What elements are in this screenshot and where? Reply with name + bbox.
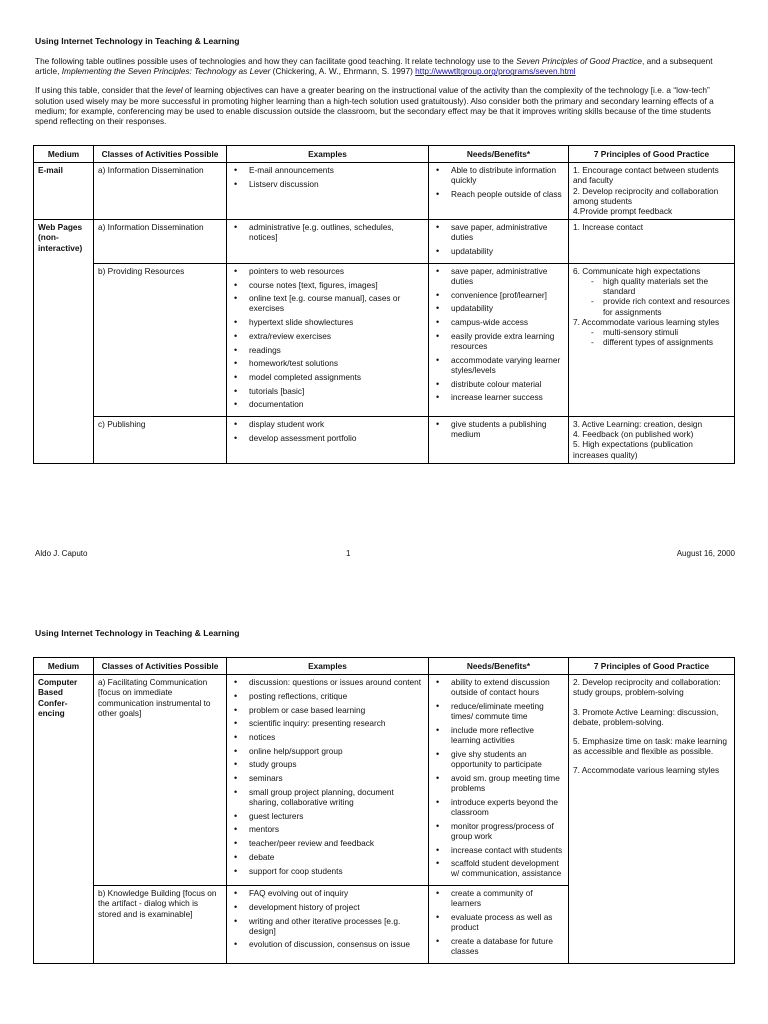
list-item: • mentors (249, 824, 424, 834)
list-item: • documentation (249, 399, 424, 409)
list-item: • problem or case based learning (249, 705, 424, 715)
document-title: Using Internet Technology in Teaching & Learning (35, 36, 240, 46)
page-footer (35, 549, 735, 560)
list-item: - high quality materials set the standard (603, 276, 730, 296)
principle-sublist (573, 327, 730, 347)
list-item: • easily provide extra learning resources (451, 331, 564, 351)
technology-table-page-1 (33, 145, 735, 464)
list-item: • study groups (249, 759, 424, 769)
list-item: • monitor progress/process of group work (451, 821, 564, 841)
principle-item: 7. Accommodate various learning styles (573, 316, 720, 327)
footer-date: August 16, 2000 (676, 549, 735, 558)
list-item: • guest lecturers (249, 811, 424, 821)
intro-italic-level: level (165, 85, 183, 96)
list-item: • develop assessment portfolio (249, 433, 424, 443)
intro-paragraph-2 (35, 85, 720, 126)
principle-item: 7. Accommodate various learning styles (573, 765, 720, 776)
principle-item: 1. Increase contact (573, 222, 644, 233)
list-item: • give students a publishing medium (451, 419, 564, 439)
list-item: • extra/review exercises (249, 331, 424, 341)
class-cell: c) Publishing (94, 417, 227, 464)
list-item: • hypertext slide showlectures (249, 317, 424, 327)
list-item: • course notes [text, figures, images] (249, 280, 424, 290)
header-medium: Medium (34, 146, 94, 163)
table-row (34, 417, 735, 464)
list-item: • FAQ evolving out of inquiry (249, 888, 424, 898)
list-item: • introduce experts beyond the classroom (451, 797, 564, 817)
intro-text-run: The following table outlines possible uses of technologies and how they can facilitate good teaching. It relate technology use to the (35, 56, 517, 66)
list-item: - provide rich context and resources for assignments (603, 296, 730, 316)
list-item: • campus-wide access (451, 317, 564, 327)
list-item: • create a community of learners (451, 888, 564, 908)
list-item: • save paper, administrative duties (451, 266, 564, 286)
list-item: • accommodate varying learner styles/levels (451, 355, 564, 375)
list-item: - different types of assignments (603, 337, 730, 347)
needs-cell (429, 417, 569, 464)
list-item: • posting reflections, critique (249, 691, 424, 701)
header-examples: Examples (227, 658, 429, 675)
list-item: • teacher/peer review and feedback (249, 838, 424, 848)
needs-cell (429, 220, 569, 264)
examples-cell (227, 886, 429, 964)
spacer (573, 698, 730, 707)
list-item: • debate (249, 852, 424, 862)
spacer (573, 727, 730, 736)
list-item: • evolution of discussion, consensus on issue (249, 939, 424, 949)
table-row (34, 263, 735, 416)
list-item: • seminars (249, 773, 424, 783)
spacer (573, 756, 730, 765)
list-item: • tutorials [basic] (249, 386, 424, 396)
list-item: • include more reflective learning activities (451, 725, 564, 745)
header-needs: Needs/Benefits* (429, 658, 569, 675)
header-classes: Classes of Activities Possible (94, 658, 227, 675)
list-item: • support for coop students (249, 866, 424, 876)
list-item: • homework/test solutions (249, 358, 424, 368)
table-header-row (34, 658, 735, 675)
medium-cell: Web Pages (non-interactive) (34, 220, 94, 464)
principle-item: 4.Provide prompt feedback (573, 206, 673, 217)
table-row (34, 220, 735, 264)
list-item: • increase learner success (451, 392, 564, 402)
list-item: • administrative [e.g. outlines, schedules, notices] (249, 222, 424, 242)
list-item: • distribute colour material (451, 379, 564, 389)
list-item: • Reach people outside of class (451, 189, 564, 199)
list-item: • writing and other iterative processes [e.g. design] (249, 916, 424, 936)
table-header-row (34, 146, 735, 163)
examples-cell (227, 220, 429, 264)
list-item: • readings (249, 345, 424, 355)
class-cell: b) Providing Resources (94, 263, 227, 416)
list-item: • updatability (451, 246, 564, 256)
header-needs: Needs/Benefits* (429, 146, 569, 163)
list-item: • E-mail announcements (249, 165, 424, 175)
list-item: • save paper, administrative duties (451, 222, 564, 242)
principles-cell (569, 417, 735, 464)
list-item: • evaluate process as well as product (451, 912, 564, 932)
table-row (34, 163, 735, 220)
list-item: • online help/support group (249, 746, 424, 756)
medium-cell: E-mail (34, 163, 94, 220)
header-classes: Classes of Activities Possible (94, 146, 227, 163)
list-item: • updatability (451, 303, 564, 313)
principles-cell (569, 163, 735, 220)
intro-citation: (Chickering, A. W., Ehrmann, S. 1997) (270, 66, 416, 77)
header-examples: Examples (227, 146, 429, 163)
list-item: • model completed assignments (249, 372, 424, 382)
list-item: • pointers to web resources (249, 266, 424, 276)
principle-item: 1. Encourage contact between students and faculty (573, 165, 719, 186)
list-item: • avoid sm. group meeting time problems (451, 773, 564, 793)
header-medium: Medium (34, 658, 94, 675)
principles-cell (569, 220, 735, 264)
list-item: • display student work (249, 419, 424, 429)
list-item: • online text [e.g. course manual], cases or exercises (249, 293, 424, 313)
intro-text-run: of learning objectives can have a greater bearing on the instructional value of the activity than the complexity of the technology [i.e. a “low-tech” solution used wisely may be more successful in promoting higher learning than a high-tech solution used gratuitously). Also consider both the primary and secondary learning effects of a medium; for example, conferencing may be used to enable discussion outside the classroom, but the secondary effect may be that it improves writing skills because of the time students spend reflecting on their responses. (35, 85, 714, 127)
intro-text-run: If using this table, consider that the (35, 85, 166, 96)
principle-item: 3. Promote Active Learning: discussion, debate, problem-solving. (573, 706, 719, 727)
intro-italic-title: Seven Principles of Good Practice (516, 56, 642, 66)
class-cell: a) Information Dissemination (94, 163, 227, 220)
list-item: • scaffold student development w/ communication, assistance (451, 858, 564, 878)
principle-item: 4. Feedback (on published work) (573, 429, 694, 440)
list-item: • discussion: questions or issues around content (249, 677, 424, 687)
list-item: • reduce/eliminate meeting times/ commute time (451, 701, 564, 721)
principle-item: 3. Active Learning: creation, design (573, 419, 703, 430)
needs-cell (429, 263, 569, 416)
class-cell: a) Facilitating Communication [focus on immediate communication instrumental to other goals] (94, 675, 227, 886)
list-item: • increase contact with students (451, 845, 564, 855)
intro-text-run: , and a subsequent article, (35, 56, 713, 77)
list-item: • Able to distribute information quickly (451, 165, 564, 185)
seven-principles-link[interactable]: http://wwwtltgroup.org/programs/seven.html (415, 66, 576, 77)
table-row (34, 675, 735, 886)
principle-item: 6. Communicate high expectations (573, 265, 701, 276)
examples-cell (227, 163, 429, 220)
needs-cell (429, 886, 569, 964)
principles-cell (569, 675, 735, 964)
header-principles: 7 Principles of Good Practice (569, 146, 735, 163)
examples-cell (227, 675, 429, 886)
medium-cell: Computer Based Confer-encing (34, 675, 94, 964)
needs-cell (429, 675, 569, 886)
principle-sublist (573, 276, 730, 317)
intro-text (35, 56, 720, 135)
class-cell: b) Knowledge Building [focus on the artifact - dialog which is stored and is examinable] (94, 886, 227, 964)
intro-paragraph-1 (35, 56, 720, 76)
document-title: Using Internet Technology in Teaching & Learning (35, 628, 240, 638)
list-item: • create a database for future classes (451, 936, 564, 956)
list-item: - multi-sensory stimuli (603, 327, 730, 337)
intro-italic-article: Implementing the Seven Principles: Technology as Lever (61, 66, 271, 77)
footer-author: Aldo J. Caputo (35, 549, 88, 558)
list-item: • notices (249, 732, 424, 742)
examples-cell (227, 263, 429, 416)
principle-item: 2. Develop reciprocity and collaboration: study groups, problem-solving (573, 677, 721, 698)
list-item: • Listserv discussion (249, 179, 424, 189)
list-item: • convenience [prof/learner] (451, 290, 564, 300)
needs-cell (429, 163, 569, 220)
list-item: • scientific inquiry: presenting research (249, 718, 424, 728)
list-item: • small group project planning, document sharing, collaborative writing (249, 787, 424, 807)
list-item: • development history of project (249, 902, 424, 912)
class-cell: a) Information Dissemination (94, 220, 227, 264)
technology-table-page-2 (33, 657, 735, 964)
examples-cell (227, 417, 429, 464)
principles-cell (569, 263, 735, 416)
list-item: • give shy students an opportunity to participate (451, 749, 564, 769)
principle-item: 2. Develop reciprocity and collaboration among students (573, 185, 719, 206)
header-principles: 7 Principles of Good Practice (569, 658, 735, 675)
footer-page-number: 1 (346, 549, 351, 558)
principle-item: 5. Emphasize time on task: make learning as accessible and flexible as possible. (573, 736, 728, 757)
principle-item: 5. High expectations (publication increases quality) (573, 439, 693, 460)
list-item: • ability to extend discussion outside of contact hours (451, 677, 564, 697)
